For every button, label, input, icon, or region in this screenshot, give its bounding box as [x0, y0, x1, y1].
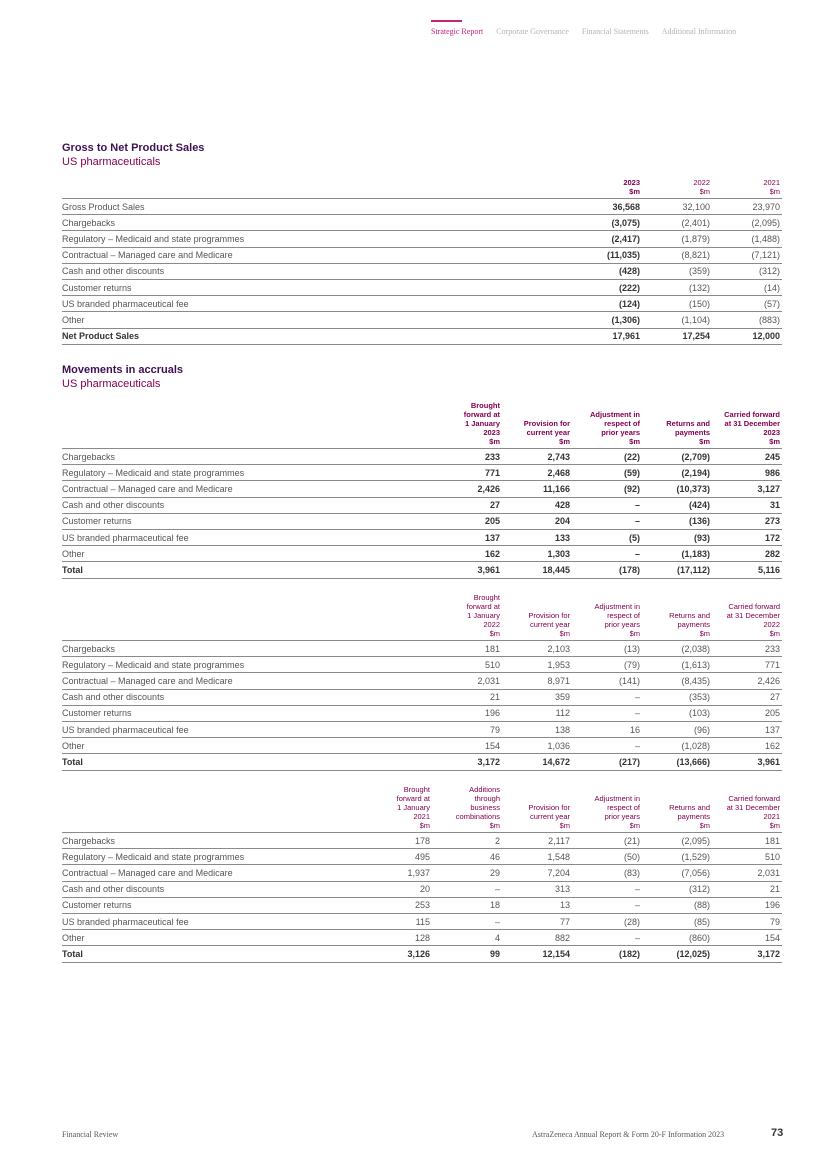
row-label: Chargebacks	[62, 641, 432, 657]
row-label: Chargebacks	[62, 449, 432, 465]
column-header: Brought forward at 1 January 2023 $m	[463, 401, 500, 446]
table-cell: 1,937	[362, 865, 432, 881]
table-cell: 2,031	[712, 865, 782, 881]
table-cell: (217)	[572, 754, 642, 770]
table-cell: 1,548	[502, 849, 572, 865]
table-cell: 2,743	[502, 449, 572, 465]
table-row	[62, 689, 782, 705]
table-row	[62, 231, 782, 247]
column-header: 2023 $m	[623, 178, 640, 196]
table-cell: 428	[502, 497, 572, 513]
table-cell: 2,117	[502, 833, 572, 849]
nav-additional-information[interactable]: Additional Information	[661, 27, 737, 36]
table-cell: –	[572, 881, 642, 897]
column-header: Brought forward at 1 January 2021 $m	[396, 785, 430, 830]
row-label: Contractual – Managed care and Medicare	[62, 247, 572, 263]
table-cell: (83)	[572, 865, 642, 881]
gross-to-net-title: Gross to Net Product Sales	[62, 142, 205, 154]
table-row	[62, 481, 782, 497]
column-header: Brought forward at 1 January 2022 $m	[466, 593, 500, 638]
row-label: Total	[62, 562, 432, 578]
gross-to-net-subtitle: US pharmaceuticals	[62, 156, 161, 168]
table-row	[62, 328, 782, 344]
table-row	[62, 881, 782, 897]
table-cell: 14,672	[502, 754, 572, 770]
table-cell: (2,709)	[642, 449, 712, 465]
table-cell: (2,194)	[642, 465, 712, 481]
table-cell: 36,568	[572, 199, 642, 215]
table-cell: (1,104)	[642, 312, 712, 328]
row-label: US branded pharmaceutical fee	[62, 529, 432, 545]
table-row	[62, 529, 782, 545]
table-cell: (17,112)	[642, 562, 712, 578]
table-cell: 233	[712, 641, 782, 657]
table-row	[62, 738, 782, 754]
column-header: Provision for current year $m	[528, 803, 570, 830]
table-cell: (182)	[572, 946, 642, 962]
table-cell: 1,036	[502, 738, 572, 754]
table-row	[62, 897, 782, 913]
table-cell: 154	[712, 930, 782, 946]
header-blank	[62, 401, 432, 449]
page-number: 73	[771, 1127, 784, 1139]
table-cell: (2,095)	[642, 833, 712, 849]
table-cell: (353)	[642, 689, 712, 705]
table-row	[62, 657, 782, 673]
table-row	[62, 449, 782, 465]
table-row	[62, 705, 782, 721]
table-cell: 8,971	[502, 673, 572, 689]
table-cell: 79	[432, 721, 502, 737]
table-cell: (14)	[712, 279, 782, 295]
row-label: Customer returns	[62, 279, 572, 295]
table-cell: 510	[712, 849, 782, 865]
column-header: Returns and payments $m	[669, 611, 710, 638]
table-cell: (79)	[572, 657, 642, 673]
table-cell: 5,116	[712, 562, 782, 578]
table-row	[62, 296, 782, 312]
table-cell: 128	[362, 930, 432, 946]
row-label: Regulatory – Medicaid and state programmes	[62, 231, 572, 247]
table-cell: 2,426	[712, 673, 782, 689]
table-row	[62, 641, 782, 657]
table-cell: (10,373)	[642, 481, 712, 497]
row-label: Regulatory – Medicaid and state programmes	[62, 657, 432, 673]
table-cell: (312)	[642, 881, 712, 897]
table-cell: –	[572, 930, 642, 946]
column-header: 2022 $m	[693, 178, 710, 196]
table-cell: 178	[362, 833, 432, 849]
table-row	[62, 562, 782, 578]
table-cell: –	[572, 897, 642, 913]
table-cell: (883)	[712, 312, 782, 328]
table-cell: 138	[502, 721, 572, 737]
row-label: Customer returns	[62, 897, 362, 913]
table-cell: (2,417)	[572, 231, 642, 247]
table-cell: 99	[432, 946, 502, 962]
table-row	[62, 513, 782, 529]
table-cell: (92)	[572, 481, 642, 497]
column-header: Returns and payments $m	[666, 419, 710, 446]
row-label: Regulatory – Medicaid and state programmes	[62, 849, 362, 865]
table-cell: 3,961	[432, 562, 502, 578]
table-cell: 205	[432, 513, 502, 529]
row-label: Total	[62, 946, 362, 962]
column-header: Adjustment in respect of prior years $m	[594, 794, 640, 830]
table-cell: 771	[432, 465, 502, 481]
column-header: Carried forward at 31 December 2022 $m	[726, 602, 780, 638]
table-cell: –	[432, 881, 502, 897]
table-cell: 31	[712, 497, 782, 513]
table-cell: –	[572, 513, 642, 529]
table-row	[62, 930, 782, 946]
table-cell: 17,961	[572, 328, 642, 344]
table-cell: 181	[712, 833, 782, 849]
column-header: Carried forward at 31 December 2021 $m	[726, 794, 780, 830]
table-cell: 16	[572, 721, 642, 737]
table-cell: (1,613)	[642, 657, 712, 673]
table-row	[62, 263, 782, 279]
table-row	[62, 312, 782, 328]
row-label: Other	[62, 312, 572, 328]
table-cell: (124)	[572, 296, 642, 312]
table-cell: (1,183)	[642, 546, 712, 562]
table-row	[62, 247, 782, 263]
table-cell: (93)	[642, 529, 712, 545]
table-cell: (141)	[572, 673, 642, 689]
table-cell: (5)	[572, 529, 642, 545]
table-cell: 79	[712, 913, 782, 929]
table-cell: 23,970	[712, 199, 782, 215]
column-header: Provision for current year $m	[528, 611, 570, 638]
row-label: Contractual – Managed care and Medicare	[62, 673, 432, 689]
movements-subtitle: US pharmaceuticals	[62, 378, 161, 390]
table-cell: –	[572, 497, 642, 513]
table-cell: (88)	[642, 897, 712, 913]
table-cell: (7,056)	[642, 865, 712, 881]
table-row	[62, 833, 782, 849]
table-cell: 273	[712, 513, 782, 529]
table-row	[62, 215, 782, 231]
table-cell: (150)	[642, 296, 712, 312]
table-row	[62, 913, 782, 929]
header-blank	[62, 785, 362, 833]
column-header: 2021 $m	[763, 178, 780, 196]
table-cell: 11,166	[502, 481, 572, 497]
row-label: Contractual – Managed care and Medicare	[62, 865, 362, 881]
table-cell: (11,035)	[572, 247, 642, 263]
table-cell: (1,879)	[642, 231, 712, 247]
row-label: Contractual – Managed care and Medicare	[62, 481, 432, 497]
table-cell: 253	[362, 897, 432, 913]
accruals-2021-table	[62, 785, 782, 963]
table-cell: (22)	[572, 449, 642, 465]
row-label: Total	[62, 754, 432, 770]
table-row	[62, 199, 782, 215]
accruals-2022-table	[62, 593, 782, 771]
row-label: US branded pharmaceutical fee	[62, 721, 432, 737]
table-cell: (59)	[572, 465, 642, 481]
table-cell: (2,038)	[642, 641, 712, 657]
header-blank	[62, 593, 432, 641]
table-cell: (13)	[572, 641, 642, 657]
table-cell: –	[572, 546, 642, 562]
table-cell: 12,154	[502, 946, 572, 962]
table-cell: 12,000	[712, 328, 782, 344]
row-label: Cash and other discounts	[62, 881, 362, 897]
table-cell: 181	[432, 641, 502, 657]
row-label: Gross Product Sales	[62, 199, 572, 215]
table-cell: (424)	[642, 497, 712, 513]
table-cell: 3,961	[712, 754, 782, 770]
table-cell: (222)	[572, 279, 642, 295]
table-row	[62, 946, 782, 962]
table-cell: 137	[712, 721, 782, 737]
table-row	[62, 754, 782, 770]
table-cell: (8,821)	[642, 247, 712, 263]
table-cell: 2,103	[502, 641, 572, 657]
top-navigation	[431, 27, 736, 36]
table-cell: 3,172	[712, 946, 782, 962]
table-cell: 21	[712, 881, 782, 897]
gross-to-net-table	[62, 178, 782, 345]
table-cell: (7,121)	[712, 247, 782, 263]
table-cell: 2	[432, 833, 502, 849]
table-cell: (860)	[642, 930, 712, 946]
nav-corporate-governance[interactable]: Corporate Governance	[496, 27, 569, 36]
column-header: Adjustment in respect of prior years $m	[594, 602, 640, 638]
table-cell: (1,529)	[642, 849, 712, 865]
table-cell: (2,401)	[642, 215, 712, 231]
table-cell: 2,426	[432, 481, 502, 497]
table-cell: 1,953	[502, 657, 572, 673]
table-cell: 172	[712, 529, 782, 545]
table-cell: 196	[432, 705, 502, 721]
table-cell: 21	[432, 689, 502, 705]
table-cell: –	[572, 738, 642, 754]
table-cell: (21)	[572, 833, 642, 849]
row-label: Chargebacks	[62, 215, 572, 231]
movements-title: Movements in accruals	[62, 364, 184, 376]
table-cell: (57)	[712, 296, 782, 312]
table-cell: (103)	[642, 705, 712, 721]
table-cell: 46	[432, 849, 502, 865]
table-cell: (2,095)	[712, 215, 782, 231]
row-label: Net Product Sales	[62, 328, 572, 344]
table-cell: 17,254	[642, 328, 712, 344]
table-cell: 282	[712, 546, 782, 562]
table-cell: 154	[432, 738, 502, 754]
table-cell: –	[572, 689, 642, 705]
table-cell: 771	[712, 657, 782, 673]
header-blank	[62, 178, 572, 199]
table-cell: 986	[712, 465, 782, 481]
table-cell: 2,031	[432, 673, 502, 689]
table-cell: 137	[432, 529, 502, 545]
row-label: Customer returns	[62, 513, 432, 529]
row-label: US branded pharmaceutical fee	[62, 913, 362, 929]
table-cell: (359)	[642, 263, 712, 279]
column-header: Returns and payments $m	[669, 803, 710, 830]
table-cell: 359	[502, 689, 572, 705]
row-label: Cash and other discounts	[62, 497, 432, 513]
row-label: Chargebacks	[62, 833, 362, 849]
table-cell: 13	[502, 897, 572, 913]
table-cell: (85)	[642, 913, 712, 929]
table-row	[62, 673, 782, 689]
nav-financial-statements[interactable]: Financial Statements	[581, 27, 649, 36]
footer-publication: AstraZeneca Annual Report & Form 20-F Information 2023	[532, 1130, 725, 1139]
row-label: US branded pharmaceutical fee	[62, 296, 572, 312]
row-label: Cash and other discounts	[62, 263, 572, 279]
table-cell: (132)	[642, 279, 712, 295]
table-cell: (96)	[642, 721, 712, 737]
table-cell: 313	[502, 881, 572, 897]
table-cell: 133	[502, 529, 572, 545]
table-cell: 204	[502, 513, 572, 529]
table-cell: –	[432, 913, 502, 929]
table-cell: 162	[432, 546, 502, 562]
table-cell: (8,435)	[642, 673, 712, 689]
table-cell: (178)	[572, 562, 642, 578]
table-cell: 495	[362, 849, 432, 865]
table-cell: 245	[712, 449, 782, 465]
table-cell: 3,172	[432, 754, 502, 770]
row-label: Other	[62, 738, 432, 754]
accruals-2023-table	[62, 401, 782, 579]
table-cell: 4	[432, 930, 502, 946]
table-cell: 233	[432, 449, 502, 465]
table-cell: 18	[432, 897, 502, 913]
table-cell: (1,306)	[572, 312, 642, 328]
table-cell: 205	[712, 705, 782, 721]
row-label: Regulatory – Medicaid and state programmes	[62, 465, 432, 481]
table-cell: 18,445	[502, 562, 572, 578]
table-cell: (12,025)	[642, 946, 712, 962]
column-header: Adjustment in respect of prior years $m	[590, 410, 640, 446]
table-cell: (3,075)	[572, 215, 642, 231]
table-cell: 29	[432, 865, 502, 881]
row-label: Other	[62, 546, 432, 562]
column-header: Additions through business combinations $m	[455, 785, 500, 830]
row-label: Cash and other discounts	[62, 689, 432, 705]
table-cell: 2,468	[502, 465, 572, 481]
table-row	[62, 279, 782, 295]
table-cell: 32,100	[642, 199, 712, 215]
table-row	[62, 721, 782, 737]
table-cell: (13,666)	[642, 754, 712, 770]
table-cell: 510	[432, 657, 502, 673]
table-cell: 3,126	[362, 946, 432, 962]
table-cell: 3,127	[712, 481, 782, 497]
table-cell: 112	[502, 705, 572, 721]
table-row	[62, 546, 782, 562]
table-cell: 115	[362, 913, 432, 929]
table-cell: 20	[362, 881, 432, 897]
table-cell: (50)	[572, 849, 642, 865]
column-header: Carried forward at 31 December 2023 $m	[724, 410, 780, 446]
table-cell: 27	[432, 497, 502, 513]
table-cell: 27	[712, 689, 782, 705]
table-row	[62, 865, 782, 881]
table-cell: (312)	[712, 263, 782, 279]
table-cell: 196	[712, 897, 782, 913]
table-cell: –	[572, 705, 642, 721]
table-cell: 7,204	[502, 865, 572, 881]
footer-section: Financial Review	[62, 1130, 119, 1139]
table-row	[62, 497, 782, 513]
table-cell: 882	[502, 930, 572, 946]
column-header: Provision for current year $m	[523, 419, 570, 446]
table-cell: 1,303	[502, 546, 572, 562]
table-cell: (428)	[572, 263, 642, 279]
table-row	[62, 465, 782, 481]
table-cell: (28)	[572, 913, 642, 929]
table-cell: 77	[502, 913, 572, 929]
table-cell: 162	[712, 738, 782, 754]
table-cell: (136)	[642, 513, 712, 529]
table-row	[62, 849, 782, 865]
row-label: Other	[62, 930, 362, 946]
nav-strategic-report[interactable]: Strategic Report	[431, 27, 484, 36]
table-cell: (1,028)	[642, 738, 712, 754]
table-cell: (1,488)	[712, 231, 782, 247]
row-label: Customer returns	[62, 705, 432, 721]
